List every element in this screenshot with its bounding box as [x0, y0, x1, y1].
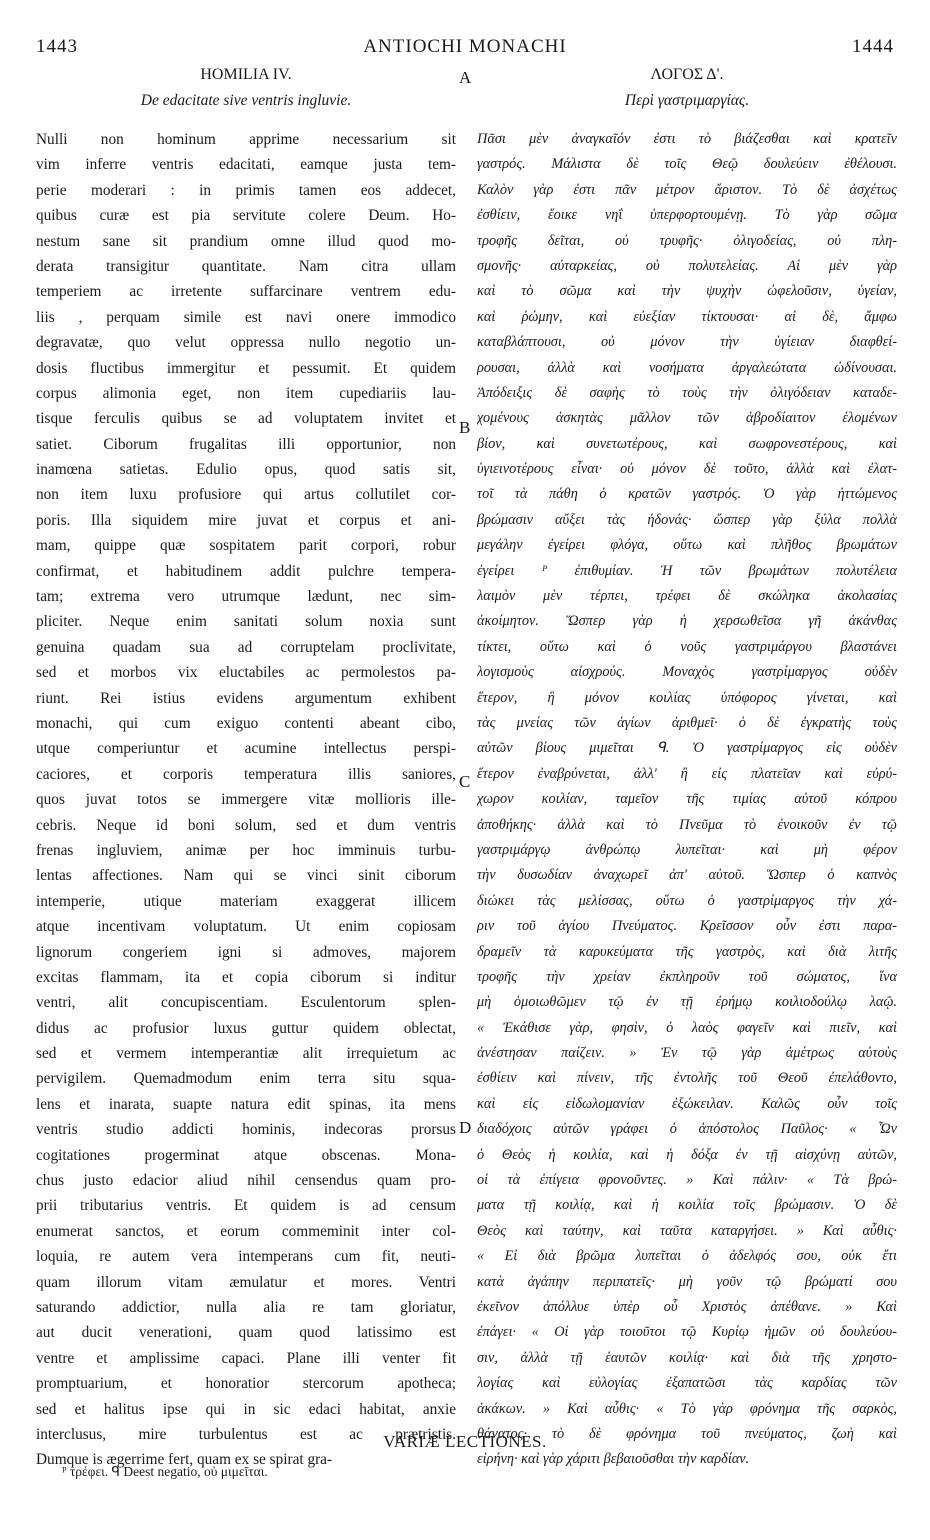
latin-text-line: temperiem ac irretente suffarcinare ventrem edu- — [36, 283, 456, 301]
greek-heading: ΛΟΓΟΣ Δ'. — [650, 66, 724, 83]
greek-text-line: βίον, καὶ συνετωτέρους, καὶ σωφρονεστέρους, καὶ — [477, 435, 897, 452]
greek-text-line: σμονῆς· αὐταρκείας, οὐ πολυτελείας. Αἱ μὲν γὰρ — [477, 257, 897, 274]
greek-text-line: Πᾶσι μὲν ἀναγκαῖόν ἐστι τὸ βιάζεσθαι καὶ κρατεῖν — [477, 131, 897, 147]
section-marker-a: A — [459, 68, 472, 87]
greek-text-line: ἐπάγει· « Οἱ γὰρ τοιοῦτοι τῷ Κυρίῳ ἡμῶν οὐ δουλεύου- — [477, 1324, 897, 1341]
latin-column — [36, 127, 456, 1473]
latin-text-line: confirmat, et habitudinem addit pulchre tempera- — [36, 562, 456, 580]
latin-text-line: didus ac profusior luxus guttur quidem oblectat, — [36, 1019, 456, 1037]
latin-text-line: perie moderari : in primis tamen eos addecet, — [36, 181, 456, 199]
latin-text-line: pervigilem. Quemadmodum enim terra situ squa- — [36, 1070, 456, 1088]
latin-text-line: cogitationes progerminat atque obscenas. Mona- — [36, 1146, 456, 1164]
greek-text-line: τίκτει, οὕτω καὶ ὁ νοῦς γαστριμάργου βλαστάνει — [477, 638, 897, 655]
section-marker-d: D — [459, 1118, 472, 1137]
latin-text-line: non item luxu profusiore qui artus collutilet cor- — [36, 486, 456, 504]
greek-text-line: ἐσθίειν, ἔοικε νηΐ ὑπερφορτουμένῃ. Τὸ γὰρ σῶμα — [477, 207, 897, 224]
latin-text-line: utque comperiuntur et acumine intellectus perspi- — [36, 740, 456, 758]
latin-text-line: excitas flammam, ita et copia ciborum si inditur — [36, 968, 456, 986]
latin-subtitle: De edacitate sive ventris ingluvie. — [140, 92, 352, 109]
greek-text-line: οἱ τὰ ἐπίγεια φρονοῦντες. » Καὶ πάλιν· « Τὰ βρώ- — [477, 1172, 897, 1189]
latin-text-line: frenas ingluviem, animæ per hoc imminuis turbu- — [36, 841, 456, 859]
greek-text-line: καὶ ῥώμην, καὶ εὐεξίαν τίκτουσαι· αἱ δὲ, ἄμφω — [477, 308, 897, 325]
greek-text-line: ἐκεῖνον ἀπόλλυε ὑπὲρ οὗ Χριστὸς ἀπέθανε. » Καὶ — [477, 1298, 897, 1315]
greek-text-line: ἀποθήκης· ἀλλὰ καὶ τὸ Πνεῦμα τὸ ἐνοικοῦν ἐν τῷ — [477, 816, 897, 833]
greek-text-line: γαστρός. Μάλιστα δὲ τοῖς Θεῷ δουλεύειν ἐθέλουσι. — [477, 156, 897, 173]
greek-text-line: ρουσαι, ἀλλὰ καὶ νοσήματα ἀργαλεώτατα ὠδίνουσαι. — [477, 359, 897, 376]
latin-text-line: quos juvat totos se immergere vitæ mollioris ille- — [36, 791, 456, 809]
latin-text-line: quibus curæ est pia servitute colere Deum. Ho- — [36, 207, 456, 225]
greek-text-line: ἀνέστησαν παίζειν. » Ἐν τῷ γὰρ ἀμέτρως αὐτοὺς — [477, 1045, 897, 1062]
greek-text-line: Θεὸς καὶ ταύτην, καὶ ταῦτα καταργήσει. » Καὶ αὖθις· — [477, 1222, 897, 1239]
latin-text-line: tam; extrema vero utrumque lædunt, nec sim- — [36, 588, 456, 606]
latin-text-line: nestum sane sit prandium omne illud quod mo- — [36, 232, 456, 250]
greek-text-line: τροφῆς τὴν χρείαν ἐκπληροῦν τοῦ σώματος, ἵνα — [477, 968, 897, 985]
latin-text-line: Nulli non hominum apprime necessarium sit — [36, 131, 456, 148]
running-head — [36, 36, 894, 60]
latin-text-line: interclusus, mire turbulentus est ac prætristis. — [36, 1425, 456, 1443]
latin-text-line: derata transigitur quantitate. Nam citra ullam — [36, 257, 456, 275]
latin-text-line: poris. Illa siquidem mire juvat et corpus et ani- — [36, 511, 456, 529]
greek-text-line: καταβλάπτουσι, οὐ μόνον τὴν ὑγίειαν διαφθεί- — [477, 334, 897, 351]
latin-text-line: atque incentivam voluptatum. Ut enim copiosam — [36, 918, 456, 936]
greek-text-line: κατὰ ἀγάπην περιπατεῖς· μὴ γοῦν τῷ βρώματί σου — [477, 1273, 897, 1290]
latin-text-line: sed et morbos vix eluctabiles ac permolestos pa- — [36, 664, 456, 682]
greek-text-line: καὶ τὸ σῶμα καὶ τὴν ψυχὴν ὠφελοῦσιν, ὑγείαν, — [477, 283, 897, 300]
latin-text-line: quam illorum vitam æmulatur et mores. Ventri — [36, 1273, 456, 1291]
greek-text-line: λαιμὸν μὲν τέρπει, τρέφει δὲ σκώληκα ἀκολασίας — [477, 588, 897, 605]
greek-text-line: θάνατος· τὸ δὲ φρόνημα τοῦ πνεύματος, ζωὴ καὶ — [477, 1425, 897, 1442]
greek-text-line: τροφῆς δεῖται, οὐ τρυφῆς· ὀλιγοδείας, οὐ πλη- — [477, 232, 897, 249]
latin-text-line: loquia, re autem vera intemperans cum fit, neuti- — [36, 1248, 456, 1266]
greek-text-line: ἐγείρει ᴾ ἐπιθυμίαν. Ἡ τῶν βρωμάτων πολυτέλεια — [477, 562, 897, 579]
latin-text-line: lentas affectiones. Nam qui se vinci sinit ciborum — [36, 867, 456, 885]
greek-text-line: τοῖ τὰ πάθη ὁ κρατῶν γαστρός. Ὁ γὰρ ἡττώμενος — [477, 486, 897, 503]
greek-text-line: λογίας καὶ εὐλογίας ἐξαπατῶσι τὰς καρδίας τῶν — [477, 1375, 897, 1392]
latin-text-line: pliciter. Neque enim sanitati solum noxia sunt — [36, 613, 456, 631]
greek-text-line: ὁ Θεὸς ἡ κοιλία, καὶ ἡ δόξα ἐν τῇ αἰσχύνῃ αὐτῶν, — [477, 1146, 897, 1163]
latin-text-line: vim inferre ventris edacitati, eamque justa tem- — [36, 156, 456, 174]
greek-text-line: βρώμασιν αὔξει τὰς ἡδονάς· ὥσπερ γὰρ ξύλα πολλὰ — [477, 511, 897, 528]
greek-text-line: μὴ ὁμοιωθῶμεν τῷ ἐν τῇ ἐρήμῳ κοιλιοδούλῳ λαῷ. — [477, 994, 897, 1011]
latin-text-line: sed et halitus ipse qui in sic edaci habitat, anxie — [36, 1400, 456, 1418]
latin-text-line: promptuarium, et honoratior stercorum apotheca; — [36, 1375, 456, 1393]
latin-text-line: ventris studio addicti hominis, indecoras prorsus — [36, 1121, 456, 1139]
latin-text-line: ventri, alit concupiscentiam. Esculentorum splen- — [36, 994, 456, 1012]
latin-text-line: aut ducit venerationi, quam quod latissimo est — [36, 1324, 456, 1342]
greek-text-line: μεγάλην ἐγείρει φλόγα, οὕτω καὶ πλῆθος βρωμάτων — [477, 537, 897, 554]
greek-text-line: « Εἰ διὰ βρῶμα λυπεῖται ὁ ἀδελφός σου, οὐκ ἔτι — [477, 1248, 897, 1265]
latin-text-line: prii tributarius ventris. Et quidem is ad censum — [36, 1197, 456, 1215]
greek-column — [477, 127, 897, 1473]
greek-text-line: Ἀπόδειξις δὲ σαφὴς τὸ τοὺς τὴν ὀλιγόδειαν καταδε- — [477, 384, 897, 401]
latin-text-line: Dumque is ægerrime fert, quam ex se spirat gra- — [36, 1451, 333, 1469]
greek-text-line: λογισμοὺς αἰσχρούς. Μοναχὸς γαστρίμαργος οὐδὲν — [477, 664, 897, 681]
greek-text-line: διαδόχοις αὐτῶν γράφει ὁ ἀπόστολος Παῦλος· « Ὧν — [477, 1121, 897, 1138]
variae-lectiones-heading: VARIÆ LECTIONES. — [383, 1432, 547, 1451]
greek-text-line: Καλὸν γὰρ ἐστι πᾶν μέτρον ἄριστον. Τὸ δὲ ἀσχέτως — [477, 181, 897, 198]
latin-text-line: mam, quippe quæ sospitatem parit corpori, robur — [36, 537, 456, 555]
latin-text-line: riunt. Rei istius evidens argumentum exhibent — [36, 689, 456, 707]
latin-text-line: saturando addictior, nulla alia re tam gloriatur, — [36, 1298, 456, 1316]
greek-text-line: εἰρήνη· καὶ γὰρ χάριτι βεβαιοῦσθαι τὴν καρδίαν. — [477, 1451, 750, 1468]
latin-text-line: caciores, et corporis temperatura illis saniores, — [36, 765, 456, 783]
greek-text-line: ριν τοῦ ἁγίου Πνεύματος. Κρεῖσσον οὖν ἐστι παρα- — [477, 918, 897, 935]
greek-text-line: χομένους ἀσκητὰς μᾶλλον τῶν ἀβροδίαιτον ἑλομένων — [477, 410, 897, 427]
greek-text-line: δραμεῖν τὰ καρυκεύματα τῆς γαστρὸς, καὶ διὰ λιτῆς — [477, 943, 897, 960]
latin-text-line: cebris. Neque id boni solum, sed et dum ventris — [36, 816, 456, 834]
greek-text-line: ἀκάκων. » Καὶ αὖθις· « Τὸ γὰρ φρόνημα τῆς σαρκὸς, — [477, 1400, 897, 1417]
greek-text-line: ἀκοίμητον. Ὥσπερ γὰρ ἡ χερσωθεῖσα γῆ ἀκάνθας — [477, 613, 897, 630]
greek-text-line: χωρον κοιλίαν, ταμεῖον τῆς τιμίας αὐτοῦ κόπρου — [477, 791, 897, 808]
greek-text-line: τὴν δυσωδίαν ἀναχωρεῖ ἀπ' αὐτοῦ. Ὥσπερ ὁ καπνὸς — [477, 867, 897, 884]
section-marker-c: C — [459, 772, 471, 791]
latin-text-line: intemperie, utique materiam exaggerat illicem — [36, 892, 456, 910]
page-number-right: 1444 — [852, 36, 894, 57]
greek-text-line: ἕτερον, ἢ μόνον κοιλίας ὑπόφορος γίνεται, καὶ — [477, 689, 897, 706]
greek-text-line: διώκει τὰς μελίσσας, οὕτω ὁ γαστρίμαργος τὴν χά- — [477, 892, 897, 909]
greek-subtitle: Περὶ γαστριμαργίας. — [624, 92, 750, 109]
apparatus-note: ᴾ τρέφει. ᑫ Deest negatio, οὐ μιμεῖται. — [62, 1464, 268, 1479]
running-title: ANTIOCHI MONACHI — [363, 36, 567, 57]
latin-text-line: sed et vermem intemperantiæ alit irrequietum ac — [36, 1045, 456, 1063]
latin-text-line: liis , perquam simile est navi onere immodico — [36, 308, 456, 326]
latin-text-line: genuina quadam sua ad corruptelam proclivitate, — [36, 638, 456, 656]
latin-heading: HOMILIA IV. — [200, 66, 292, 83]
greek-text-line: ὑγιεινοτέρους εἶναι· οὐ μόνον δὲ τοῦτο, ἀλλὰ καὶ ἐλατ- — [477, 461, 897, 478]
latin-text-line: inamœna satietas. Edulio opus, quod satis sit, — [36, 461, 456, 479]
greek-text-line: ἕτερον ἐναβρύνεται, ἀλλ' ἢ εἰς πλατεῖαν καὶ εὐρύ- — [477, 765, 897, 782]
latin-text-line: lignorum congeriem igni si admoves, majorem — [36, 943, 456, 961]
greek-text-line: ἐσθίειν καὶ πίνειν, τῆς ἐντολῆς τοῦ Θεοῦ ἐπελάθοντο, — [477, 1070, 897, 1087]
greek-text-line: αὐτῶν βίους μιμεῖται ᑫ. Ὁ γαστρίμαργος εἰς οὐδὲν — [477, 740, 897, 757]
latin-text-line: ventre et amplissime capaci. Plane illi venter fit — [36, 1349, 456, 1367]
greek-text-line: καὶ εἰς εἰδωλομανίαν ἐξώκειλαν. Καλῶς οὖν τοῖς — [477, 1095, 897, 1112]
latin-text-line: chus justo edacior aliud nihil censendus quam pro- — [36, 1172, 456, 1190]
greek-text-line: ματα τῇ κοιλίᾳ, καὶ ἡ κοιλία τοῖς βρώμασιν. Ὁ δὲ — [477, 1197, 897, 1214]
section-marker-b: B — [459, 418, 471, 437]
latin-text-line: enumerat sanctos, et eorum commeminit inter col- — [36, 1222, 456, 1240]
greek-text-line: « Ἐκάθισε γὰρ, φησὶν, ὁ λαὸς φαγεῖν καὶ πιεῖν, καὶ — [477, 1019, 897, 1036]
latin-text-line: monachi, qui cum exiguo contenti abeant cibo, — [36, 714, 456, 732]
page-number-left: 1443 — [36, 36, 78, 57]
latin-text-line: corpus alimonia eget, non item cupediariis lau- — [36, 384, 456, 402]
latin-text-line: dosis fluctibus immergitur et pessumit. Et quidem — [36, 359, 456, 377]
greek-text-line: γαστριμάργῳ ἀνθρώπῳ λυπεῖται· καὶ μὴ φέρον — [477, 841, 897, 858]
greek-text-line: σιν, ἀλλὰ τῇ ἑαυτῶν κοιλίᾳ· καὶ διὰ τῆς χρηστο- — [477, 1349, 897, 1366]
latin-text-line: degravatæ, quo velut oppressa nullo negotio un- — [36, 334, 456, 352]
latin-text-line: tisque ferculis quibus se ad voluptatem invitet et — [36, 410, 456, 428]
latin-text-line: lens et inarata, suapte natura edit spinas, ita mens — [36, 1095, 456, 1113]
greek-text-line: τὰς μνείας τῶν ἁγίων ἀριθμεῖ· ὁ δὲ ἐγκρατὴς τοὺς — [477, 714, 897, 731]
latin-text-line: satiet. Ciborum frugalitas illi opportunior, non — [36, 435, 456, 453]
